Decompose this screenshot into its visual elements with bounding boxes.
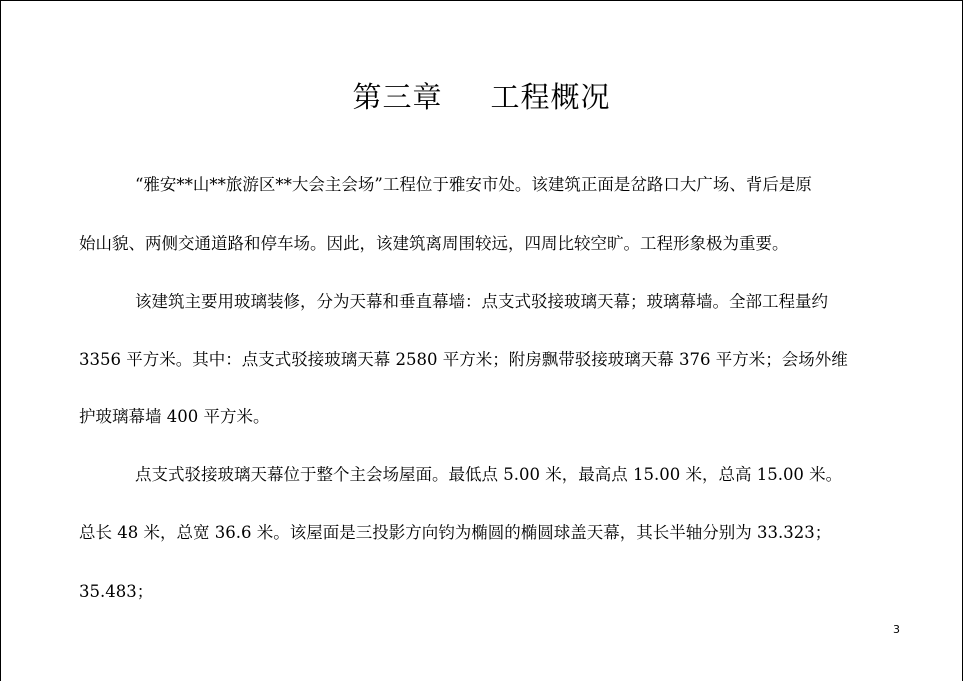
paragraph-line: 点支式驳接玻璃天幕位于整个主会场屋面。最低点 5.00 米，最高点 15.00 米，总高 15.00 米。 xyxy=(135,465,843,484)
paragraph-line: 35.483； xyxy=(79,582,154,601)
paragraph-line: 护玻璃幕墙 400 平方米。 xyxy=(79,407,270,426)
page-number: 3 xyxy=(893,623,900,636)
chapter-title xyxy=(1,75,962,116)
chapter-name: 工程概况 xyxy=(490,80,611,114)
chapter-number: 第三章 xyxy=(352,80,443,114)
paragraph-line: 该建筑主要用玻璃装修，分为天幕和垂直幕墙：点支式驳接玻璃天幕；玻璃幕墙。全部工程量约 xyxy=(135,292,828,311)
paragraph-line: 3356 平方米。其中：点支式驳接玻璃天幕 2580 平方米；附房飘带驳接玻璃天幕 376 平方米；会场外维 xyxy=(79,350,848,369)
paragraph-line: “雅安**山**旅游区**大会主会场”工程位于雅安市处。该建筑正面是岔路口大广场、背后是原 xyxy=(135,175,812,194)
paragraph-line: 始山貌、两侧交通道路和停车场。因此，该建筑离周围较远，四周比较空旷。工程形象极为重要。 xyxy=(79,234,789,253)
paragraph-line: 总长 48 米，总宽 36.6 米。该屋面是三投影方向钧为椭圆的椭圆球盖天幕，其长半轴分别为 33.323； xyxy=(79,523,832,542)
